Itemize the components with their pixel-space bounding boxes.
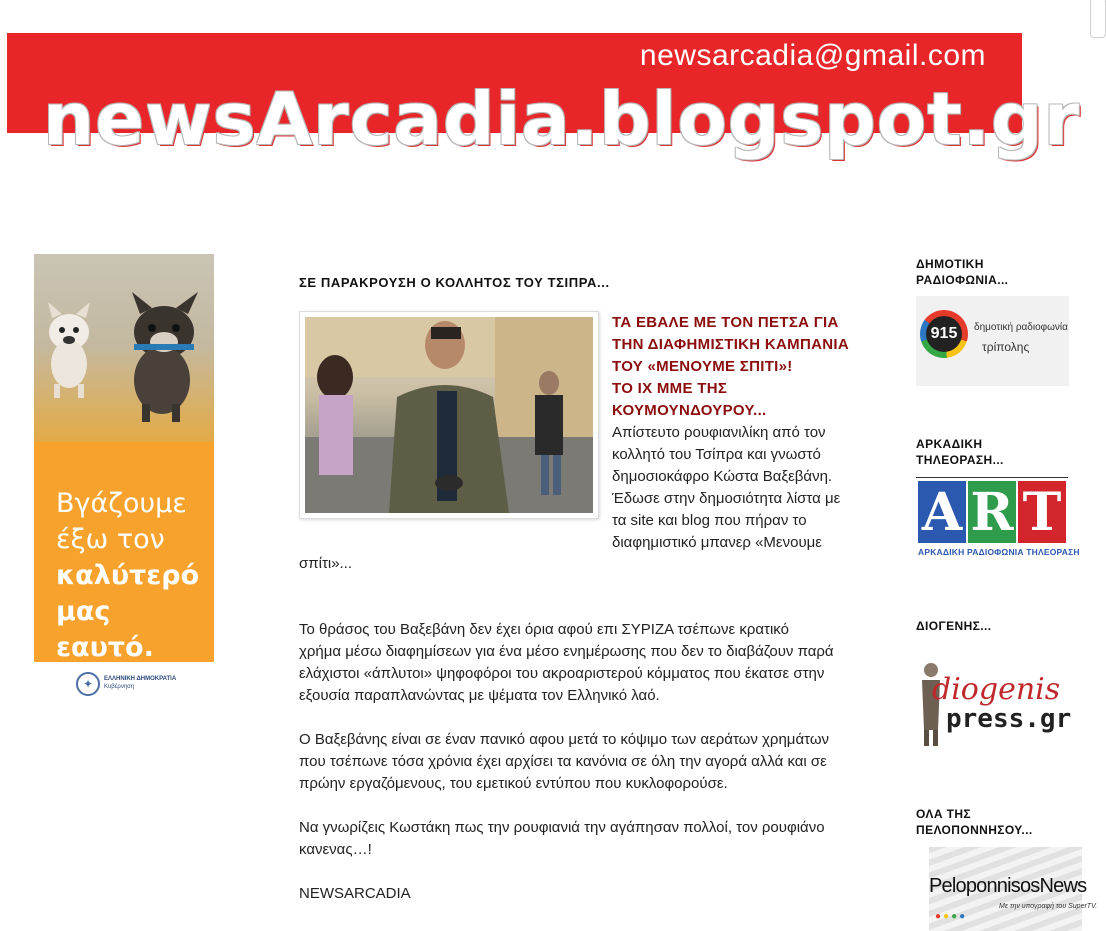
paragraph-line: που τσέπωνε τόσα χρόνια έχει αρχίσει τα κανόνια σε όλη την αγορά αλλά και σε (299, 753, 827, 770)
widget-title-line: ΑΡΚΑΔΙΚΗ (916, 437, 983, 451)
radio-logo-line: τρίπολης (982, 340, 1030, 354)
ad-sponsor (76, 672, 186, 700)
widget-title-line: ΔΙΟΓΕΝΗΣ... (916, 619, 992, 633)
ad-slogan-line: έξω τον (56, 524, 165, 555)
header-email: newsarcadia@gmail.com (639, 39, 986, 72)
post-photo-man (305, 317, 593, 513)
ad-slogan (56, 486, 206, 666)
post-paragraph (299, 817, 879, 861)
headline-line: ΚΟΥΜΟΥΝΔΟΥΡΟΥ... (612, 402, 767, 419)
paragraph-line: εξουσία παραπλανώντας με ψέματα τον Ελληνικό λαό. (299, 687, 660, 704)
post-signature: NEWSARCADIA (299, 885, 411, 902)
headline-line: ΤΟ ΙΧ ΜΜΕ ΤΗΣ (612, 380, 728, 397)
intro-line: τα site και blog που πήραν το (612, 512, 807, 529)
site-title: newsArcadia.blogspot.gr (43, 77, 1081, 161)
art-letter: A (918, 481, 966, 543)
pel-name: PeloponnisosNews (929, 875, 1087, 897)
headline-line: ΤΗΝ ΔΙΑΦΗΜΙΣΤΙΚΗ ΚΑΜΠΑΝΙΑ (612, 336, 849, 353)
paragraph-line: Να γνωρίζεις Κωστάκη πως την ρουφιανιά την αγάπησαν πολλοί, τον ρουφιάνο (299, 819, 825, 836)
post-intro (612, 422, 874, 554)
sidebar-widget-title (916, 806, 1033, 838)
paragraph-line: πρώην εργαζόμενους, του εμετικού εντύπου που κυκλοφορούσε. (299, 775, 728, 792)
greek-state-seal-icon: ✦ (76, 672, 100, 696)
post-image[interactable] (299, 311, 599, 519)
headline-line: ΤΟΥ «ΜΕΝΟΥΜΕ ΣΠΙΤΙ»! (612, 358, 793, 375)
diogenis-line: press.gr (946, 704, 1072, 734)
arcadian-tv-logo[interactable] (916, 481, 1080, 566)
paragraph-line: Ο Βαξεβάνης είναι σε έναν πανικό αφου μετά το κόψιμο των αεράτων χρημάτων (299, 731, 830, 748)
post-paragraph (299, 729, 879, 795)
widget-title-line: ΤΗΛΕΟΡΑΣΗ... (916, 453, 1004, 467)
photo-scene (305, 317, 593, 513)
widget-title-line: ΟΛΑ ΤΗΣ (916, 807, 972, 821)
post-title[interactable]: ΣΕ ΠΑΡΑΚΡΟΥΣΗ Ο ΚΟΛΛΗΤΟΣ ΤΟΥ ΤΣΙΠΡΑ... (299, 275, 610, 290)
art-letter: R (968, 481, 1016, 543)
diogenis-line: diogenis (932, 672, 1061, 707)
radio-915-number: 915 (926, 316, 962, 352)
intro-line: δημοσιοκάφρο Κώστα Βαξεβάνη. (612, 468, 833, 485)
intro-end: σπίτι»... (299, 555, 353, 572)
ad-slogan-line: Βγάζουμε (56, 488, 187, 519)
dog-illustration (40, 302, 98, 398)
intro-line: Απίστευτο ρουφιανιλίκη από τον (612, 424, 826, 441)
widget-title-line: ΠΕΛΟΠΟΝΝΗΣΟΥ... (916, 823, 1033, 837)
ad-sponsor-name: ΕΛΛΗΝΙΚΗ ΔΗΜΟΚΡΑΤΙΑ (104, 676, 177, 682)
art-letter: T (1018, 481, 1066, 543)
sidebar-widget-title (916, 618, 991, 634)
widget-title-line: ΡΑΔΙΟΦΩΝΙΑ... (916, 273, 1009, 287)
paragraph-line: κανενας…! (299, 841, 372, 858)
ad-sponsor-sub: Κυβέρνηση (104, 684, 135, 690)
sidebar-widget-title (916, 256, 1008, 288)
dog-illustration (112, 292, 208, 422)
post-headline (612, 312, 874, 422)
intro-line: διαφημιστικό μπανερ «Μενουμε (612, 534, 822, 551)
post-paragraph (299, 619, 879, 707)
radio-logo-line: δημοτική ραδιοφωνία (974, 322, 1068, 333)
left-ad-banner[interactable] (34, 254, 214, 662)
ad-dogs-photo (34, 254, 214, 454)
window-corner-control (1090, 0, 1106, 38)
sidebar-divider (916, 477, 1068, 478)
intro-line: κολλητό του Τσίπρα και γνωστό (612, 446, 821, 463)
paragraph-line: ελάχιστοι «άπλυτοι» ψηφοφόροι του ακροαριστερού κόμματος που έκατσε στην (299, 665, 825, 682)
ad-slogan-line: καλύτερό (56, 560, 200, 591)
ad-slogan-line: μας εαυτό. (56, 596, 154, 663)
headline-line: ΤΑ ΕΒΑΛΕ ΜΕ ΤΟΝ ΠΕΤΣΑ ΓΙΑ (612, 314, 839, 331)
paragraph-line: Το θράσος του Βαξεβάνη δεν έχει όρια αφού επι ΣΥΡΙΖΑ τσέπωνε κρατικό (299, 621, 789, 638)
widget-title-line: ΔΗΜΟΤΙΚΗ (916, 257, 984, 271)
pel-color-dots: ●●●● (935, 911, 968, 922)
peloponnisos-news-logo[interactable] (929, 847, 1098, 931)
site-header-banner[interactable] (7, 33, 1081, 161)
sidebar-widget-title (916, 436, 1004, 468)
municipal-radio-logo[interactable] (916, 296, 1069, 386)
diogenis-press-logo[interactable] (916, 656, 1072, 748)
pel-tagline: Με την υπογραφή του SuperTV. (999, 903, 1098, 910)
paragraph-line: χρήμα μέσω διαφημίσεων για ένα μέσο ενημέρωσης που δεν το διαβάζουν παρά (299, 643, 834, 660)
art-subtitle: ΑΡΚΑΔΙΚΗ ΡΑΔΙΟΦΩΝΙΑ ΤΗΛΕΟΡΑΣΗ (918, 547, 1080, 557)
intro-line: Έδωσε στην δημοσιότητα λίστα με (612, 490, 841, 507)
radio-915-icon (920, 310, 968, 358)
